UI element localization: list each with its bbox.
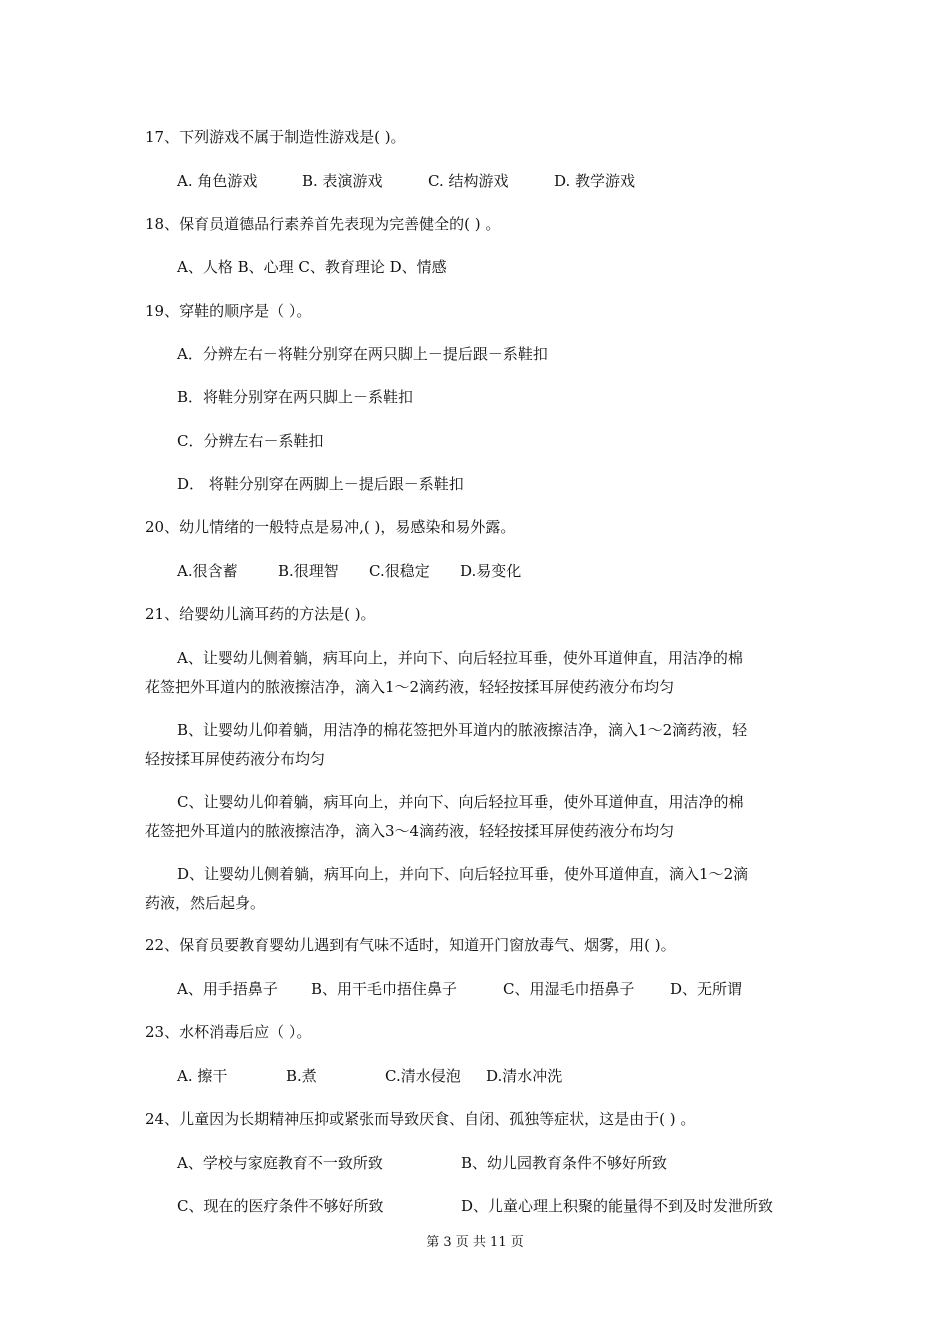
question-19-option-d: D． 将鞋分别穿在两脚上－提后跟－系鞋扣 (177, 475, 464, 493)
question-17-option-c: C. 结构游戏 (428, 172, 509, 190)
question-23-option-b: B.煮 (286, 1067, 317, 1085)
question-17-option-b: B. 表演游戏 (302, 172, 383, 190)
question-22-option-c: C、用湿毛巾捂鼻子 (503, 980, 635, 998)
question-23-option-a: A. 擦干 (177, 1067, 228, 1085)
question-17-stem: 17、下列游戏不属于制造性游戏是( )。 (145, 128, 406, 146)
question-23-option-c: C.清水侵泡 (385, 1067, 461, 1085)
question-19-option-a: A．分辨左右－将鞋分别穿在两只脚上－提后跟－系鞋扣 (177, 345, 548, 363)
question-24-option-d: D、儿童心理上积聚的能量得不到及时发泄所致 (461, 1197, 774, 1215)
question-21-option-d-line1: D、让婴幼儿侧着躺，病耳向上，并向下、向后轻拉耳垂，使外耳道伸直，滴入1～2滴 (177, 865, 749, 883)
question-22-option-b: B、用干毛巾捂住鼻子 (311, 980, 458, 998)
question-20-option-d: D.易变化 (460, 562, 522, 580)
question-21-option-b-line2: 轻按揉耳屏使药液分布均匀 (145, 750, 326, 768)
question-21-option-b-line1: B、让婴幼儿仰着躺，用洁净的棉花签把外耳道内的脓液擦洁净，滴入1～2滴药液，轻 (177, 721, 748, 739)
question-22-option-d: D、无所谓 (670, 980, 743, 998)
question-21-option-c-line2: 花签把外耳道内的脓液擦洁净，滴入3～4滴药液，轻轻按揉耳屏使药液分布均匀 (145, 822, 675, 840)
question-18-stem: 18、保育员道德品行素养首先表现为完善健全的( ) 。 (145, 215, 501, 233)
question-21-stem: 21、给婴幼儿滴耳药的方法是( )。 (145, 605, 376, 623)
question-21-option-d-line2: 药液，然后起身。 (145, 894, 266, 912)
question-19-option-c: C．分辨左右－系鞋扣 (177, 432, 324, 450)
question-23-stem: 23、水杯消毒后应（ ）。 (145, 1023, 312, 1041)
question-24-option-a: A、学校与家庭教育不一致所致 (177, 1154, 383, 1172)
question-17-option-d: D. 教学游戏 (554, 172, 636, 190)
question-22-option-a: A、用手捂鼻子 (177, 980, 278, 998)
question-23-option-d: D.清水冲洗 (486, 1067, 563, 1085)
question-19-stem: 19、穿鞋的顺序是（ ）。 (145, 302, 312, 320)
question-24-option-b: B、幼儿园教育条件不够好所致 (461, 1154, 668, 1172)
question-20-stem: 20、幼儿情绪的一般特点是易冲,( )，易感染和易外露。 (145, 518, 516, 536)
question-21-option-a-line2: 花签把外耳道内的脓液擦洁净，滴入1～2滴药液，轻轻按揉耳屏使药液分布均匀 (145, 678, 675, 696)
question-19-option-b: B．将鞋分别穿在两只脚上－系鞋扣 (177, 388, 414, 406)
question-20-option-c: C.很稳定 (369, 562, 430, 580)
question-24-option-c: C、现在的医疗条件不够好所致 (177, 1197, 384, 1215)
question-21-option-a-line1: A、让婴幼儿侧着躺，病耳向上，并向下、向后轻拉耳垂，使外耳道伸直，用洁净的棉 (177, 649, 743, 667)
question-18-options: A、人格 B、心理 C、教育理论 D、情感 (177, 258, 447, 276)
question-20-option-a: A.很含蓄 (177, 562, 238, 580)
question-20-option-b: B.很理智 (278, 562, 339, 580)
question-21-option-c-line1: C、让婴幼儿仰着躺，病耳向上，并向下、向后轻拉耳垂，使外耳道伸直，用洁净的棉 (177, 793, 744, 811)
question-22-stem: 22、保育员要教育婴幼儿遇到有气味不适时，知道开门窗放毒气、烟雾，用( )。 (145, 936, 676, 954)
question-24-stem: 24、儿童因为长期精神压抑或紧张而导致厌食、自闭、孤独等症状，这是由于( ) 。 (145, 1110, 696, 1128)
page-number-footer: 第 3 页 共 11 页 (426, 1235, 524, 1250)
question-17-option-a: A. 角色游戏 (177, 172, 258, 190)
